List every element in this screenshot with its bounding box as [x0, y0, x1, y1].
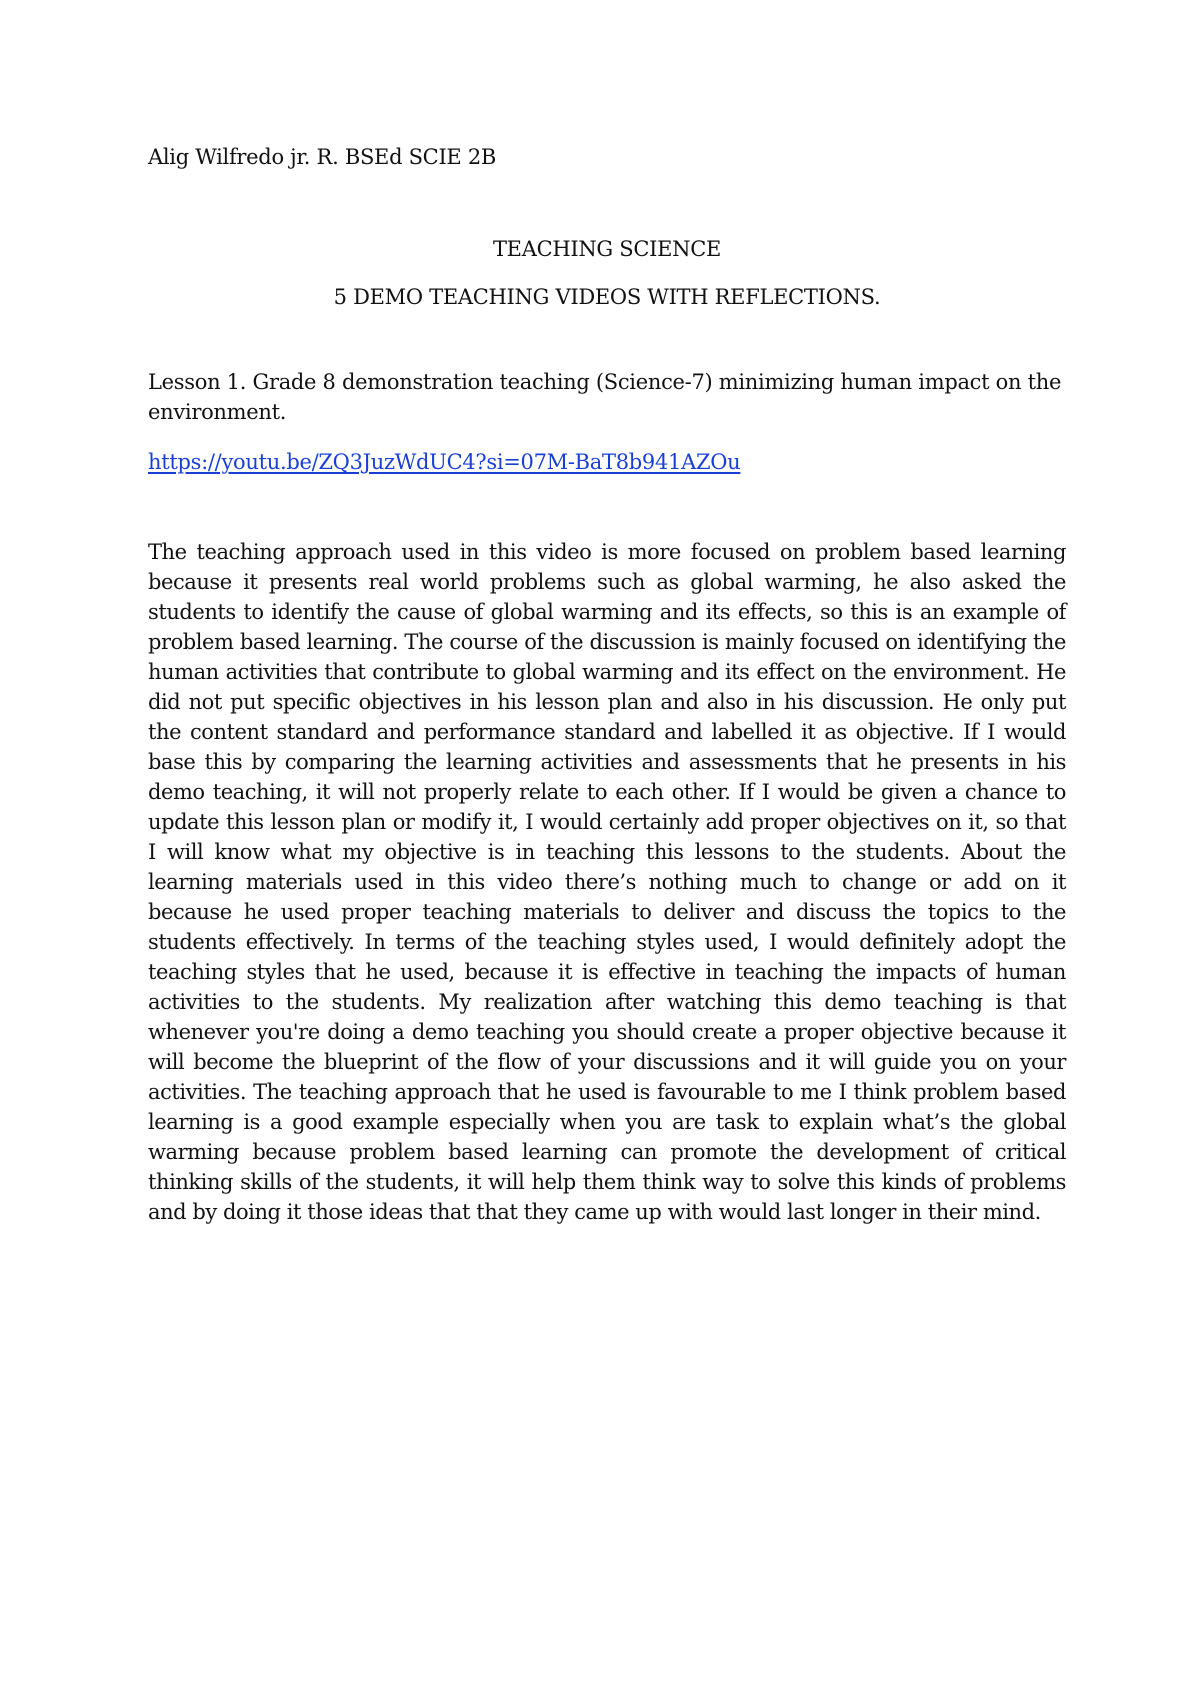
author-line: Alig Wilfredo jr. R. BSEd SCIE 2B [148, 145, 497, 169]
document-subtitle: 5 DEMO TEACHING VIDEOS WITH REFLECTIONS. [333, 285, 881, 309]
document-title: TEACHING SCIENCE [492, 237, 722, 261]
document-body [148, 142, 1066, 1227]
video-link[interactable]: https://youtu.be/ZQ3JuzWdUC4?si=07M-BaT8b941AZOu [148, 450, 741, 474]
reflection-paragraph: The teaching approach used in this video is more focused on problem based learning because it presents real world problems such as global warming, he also asked the students to identify the cause of global warming and its effects, so this is an example of problem based learning. The course of the discussion is mainly focused on identifying the human activities that contribute to global warming and its effect on the environment. He did not put specific objectives in his lesson plan and also in his discussion. He only put the content standard and performance standard and labelled it as objective. If I would base this by comparing the learning activities and assessments that he presents in his demo teaching, it will not properly relate to each other. If I would be given a chance to update this lesson plan or modify it, I would certainly add proper objectives on it, so that I will know what my objective is in teaching this lessons to the students. About the learning materials used in this video there’s nothing much to change or add on it because he used proper teaching materials to deliver and discuss the topics to the students effectively. In terms of the teaching styles used, I would definitely adopt the teaching styles that he used, because it is effective in teaching the impacts of human activities to the students. My realization after watching this demo teaching is that whenever you're doing a demo teaching you should create a proper objective because it will become the blueprint of the flow of your discussions and it will guide you on your activities. The teaching approach that he used is favourable to me I think problem based learning is a good example especially when you are task to explain what’s the global warming because problem based learning can promote the development of critical thinking skills of the students, it will help them think way to solve this kinds of problems and by doing it those ideas that that they came up with would last longer in their mind. [148, 540, 1066, 1224]
lesson-heading: Lesson 1. Grade 8 demonstration teaching (Science-7) minimizing human impact on the environment. [148, 370, 1062, 424]
